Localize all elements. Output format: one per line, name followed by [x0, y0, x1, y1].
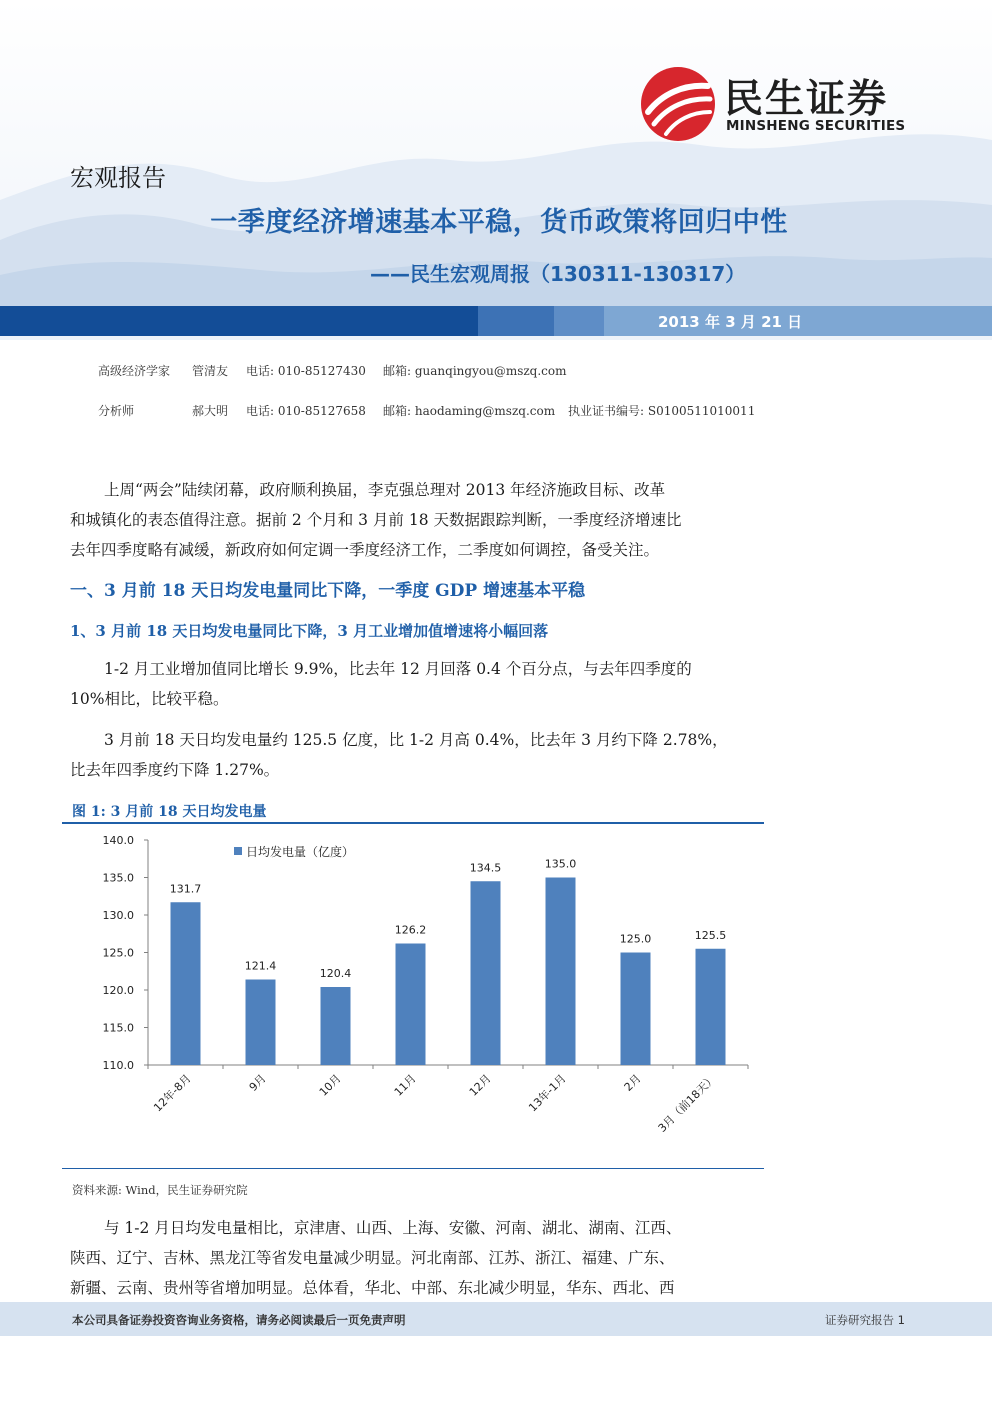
- y-tick-label: 130.0: [102, 909, 134, 922]
- band-segment: [0, 306, 478, 336]
- author-role: 高级经济学家: [98, 364, 171, 378]
- x-tick-label: 2月: [621, 1071, 644, 1094]
- body-paragraph: [70, 1213, 750, 1303]
- figure-top-rule: [62, 822, 764, 824]
- paragraph-line: 去年四季度略有减缓，新政府如何定调一季度经济工作，二季度如何调控，备受关注。: [70, 541, 660, 559]
- y-tick-label: 125.0: [102, 946, 134, 960]
- band-segment: [554, 306, 604, 336]
- data-label: 125.0: [619, 932, 652, 946]
- bar: [471, 881, 501, 1065]
- figure-bottom-rule: [62, 1168, 764, 1169]
- author-name: 郝大明: [192, 404, 229, 418]
- data-label: 125.5: [694, 928, 727, 942]
- figure-source: 资料来源: Wind，民生证券研究院: [72, 1183, 248, 1197]
- bar: [696, 949, 726, 1065]
- data-label: 134.5: [469, 861, 502, 875]
- paragraph-line: 10%相比，比较平稳。: [70, 690, 229, 708]
- figure-title: 图 1: 3 月前 18 天日均发电量: [72, 804, 267, 820]
- x-tick-label: 11月: [391, 1071, 419, 1099]
- author-email: 邮箱: haodaming@mszq.com: [383, 404, 556, 418]
- author-email: 邮箱: guanqingyou@mszq.com: [383, 364, 567, 378]
- body-paragraph: [70, 654, 750, 714]
- bar: [546, 878, 576, 1066]
- brand-name-en: MINSHENG SECURITIES: [726, 118, 906, 134]
- bar: [321, 987, 351, 1065]
- bar: [171, 902, 201, 1065]
- y-tick-label: 140.0: [102, 834, 134, 847]
- paragraph-line: 比去年四季度约下降 1.27%。: [70, 761, 280, 779]
- data-label: 120.4: [319, 967, 352, 980]
- legend-swatch: [234, 847, 242, 855]
- paragraph-line: 新疆、云南、贵州等省增加明显。总体看，华北、中部、东北减少明显，华东、西北、西: [70, 1279, 675, 1297]
- y-tick-label: 120.0: [102, 984, 134, 997]
- bar: [246, 980, 276, 1066]
- report-title: 一季度经济增速基本平稳，货币政策将回归中性: [210, 207, 788, 238]
- x-tick-label: 9月: [246, 1071, 269, 1094]
- paragraph-line: 上周“两会”陆续闭幕，政府顺利换届，李克强总理对 2013 年经济施政目标、改革: [104, 481, 666, 499]
- intro-paragraph: [70, 475, 750, 565]
- report-type: 宏观报告: [70, 164, 166, 192]
- author-name: 管清友: [192, 364, 229, 378]
- bar: [621, 953, 651, 1066]
- bar: [396, 944, 426, 1066]
- brand-name-cn: 民生证券: [724, 77, 889, 122]
- header-band: [0, 306, 992, 336]
- data-label: 121.4: [244, 959, 277, 973]
- body-paragraph: [70, 725, 750, 785]
- author-role: 分析师: [98, 404, 135, 418]
- legend-label: 日均发电量（亿度）: [246, 845, 355, 859]
- author-license: 执业证书编号: S0100511010011: [568, 404, 756, 418]
- subsection-heading: 1、3 月前 18 天日均发电量同比下降，3 月工业增加值增速将小幅回落: [70, 622, 549, 640]
- report-date: 2013 年 3 月 21 日: [658, 313, 803, 331]
- report-subtitle: ——民生宏观周报（130311-130317）: [370, 262, 746, 286]
- minsheng-logo-icon: [640, 66, 716, 142]
- paragraph-line: 3 月前 18 天日均发电量约 125.5 亿度，比 1-2 月高 0.4%，比去年 3 月约下降 2.78%，: [104, 731, 728, 749]
- footer-page-label: 证券研究报告 1: [825, 1313, 905, 1327]
- section-heading: 一、3 月前 18 天日均发电量同比下降，一季度 GDP 增速基本平稳: [70, 581, 586, 601]
- author-phone: 电话: 010-85127658: [246, 404, 366, 418]
- x-tick-label: 3月（前18天）: [655, 1071, 719, 1135]
- minsheng-logo: [640, 66, 930, 146]
- y-tick-label: 110.0: [102, 1059, 134, 1072]
- paragraph-line: 陕西、辽宁、吉林、黑龙江等省发电量减少明显。河北南部、江苏、浙江、福建、广东、: [70, 1249, 675, 1267]
- x-tick-label: 13年-1月: [526, 1071, 569, 1115]
- paragraph-line: 1-2 月工业增加值同比增长 9.9%，比去年 12 月回落 0.4 个百分点，与去年四季度的: [104, 660, 692, 678]
- data-label: 135.0: [544, 857, 577, 871]
- x-tick-label: 10月: [316, 1071, 344, 1099]
- x-tick-label: 12月: [466, 1071, 494, 1099]
- power-generation-bar-chart: [62, 826, 764, 1166]
- x-tick-label: 12年-8月: [151, 1071, 194, 1115]
- band-segment: [478, 306, 554, 336]
- data-label: 131.7: [169, 882, 202, 896]
- y-tick-label: 135.0: [102, 871, 134, 885]
- author-phone: 电话: 010-85127430: [246, 364, 366, 378]
- paragraph-line: 与 1-2 月日均发电量相比，京津唐、山西、上海、安徽、河南、湖北、湖南、江西、: [104, 1219, 682, 1237]
- footer-disclaimer: 本公司具备证券投资咨询业务资格，请务必阅读最后一页免责声明: [72, 1313, 406, 1327]
- data-label: 126.2: [394, 923, 427, 937]
- paragraph-line: 和城镇化的表态值得注意。据前 2 个月和 3 月前 18 天数据跟踪判断，一季度经济增速比: [70, 511, 682, 529]
- y-tick-label: 115.0: [102, 1021, 134, 1035]
